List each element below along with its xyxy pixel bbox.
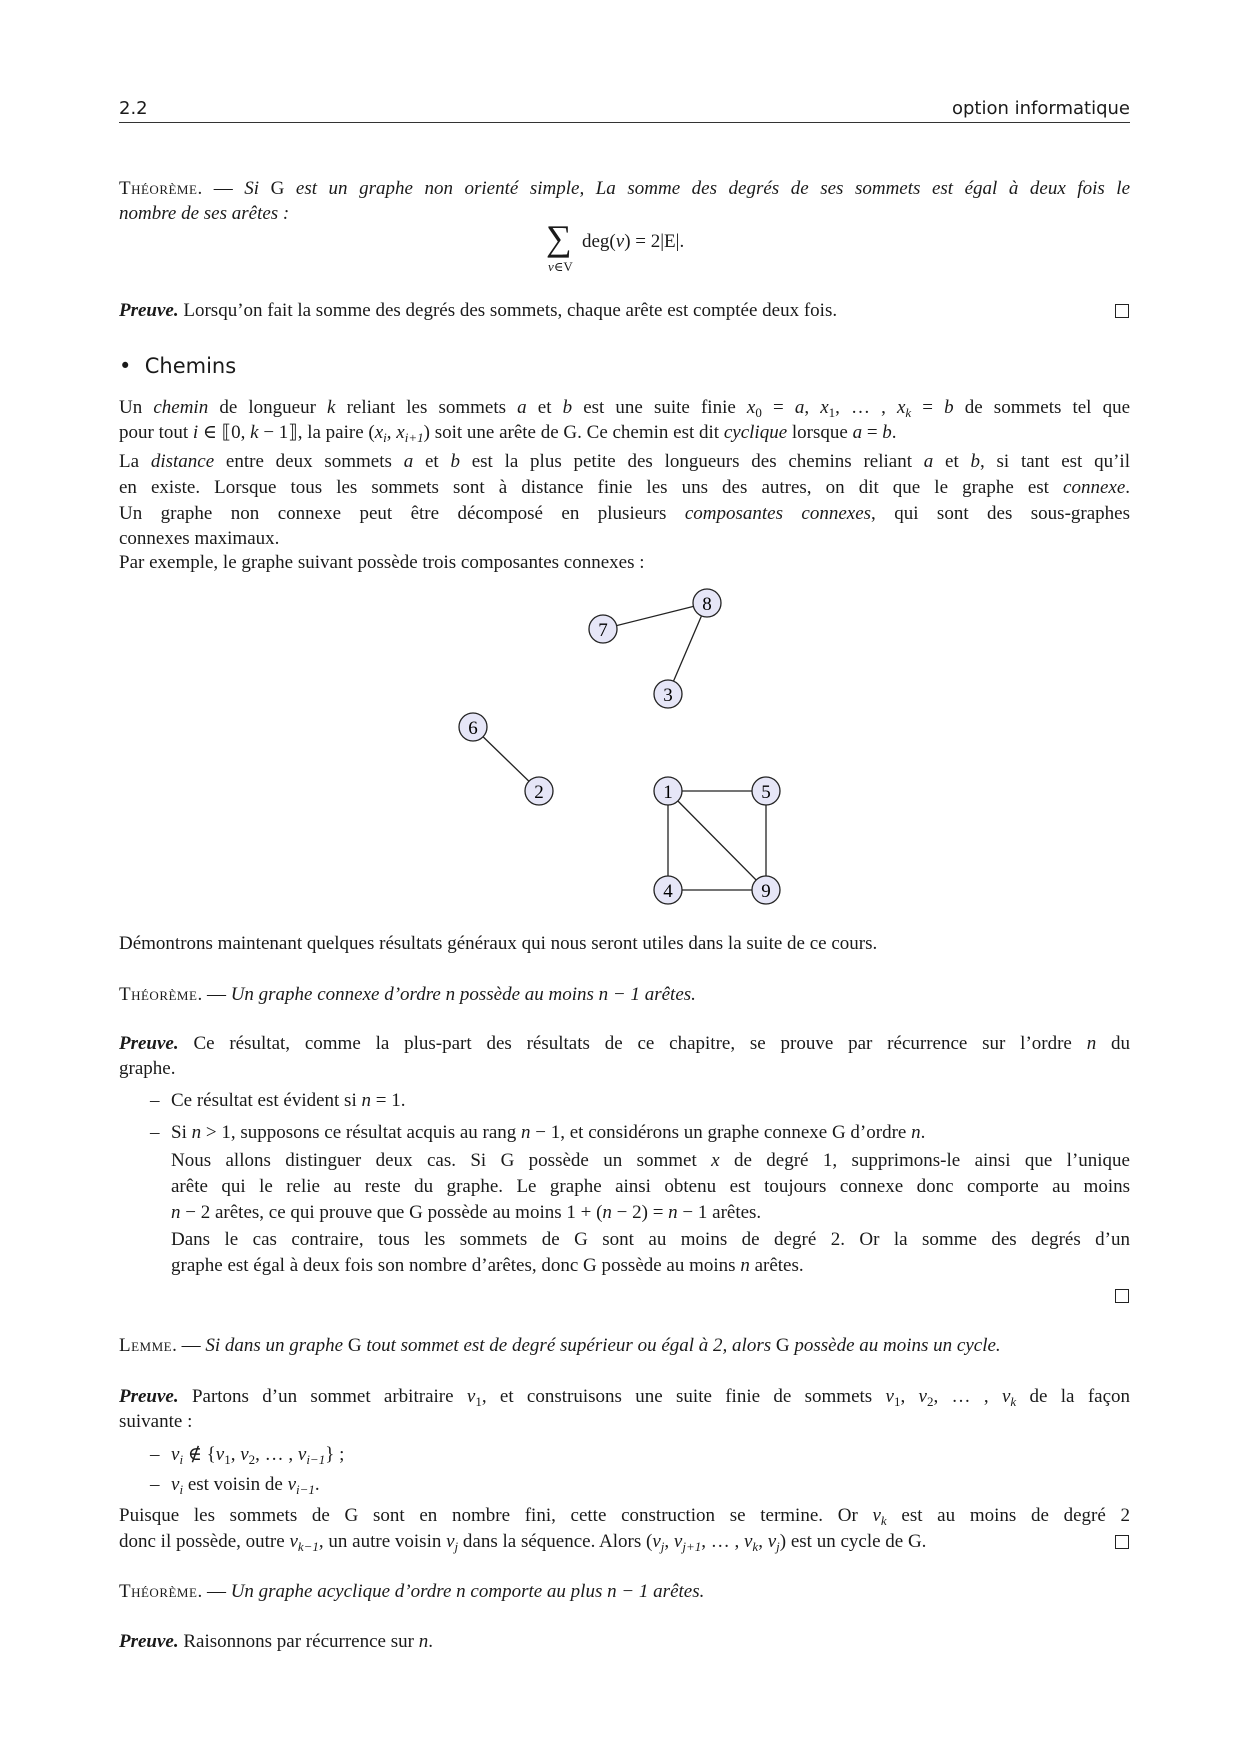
math-or-emphasis: cyclique (723, 422, 788, 443)
math-or-emphasis: k (327, 397, 336, 418)
text-run: Démontrons maintenant quelques résultats généraux qui nous seront utiles dans la suite de ce cours. (119, 933, 878, 954)
text-run: Raisonnons par récurrence sur (178, 1631, 419, 1652)
graph-node-label: 5 (761, 782, 771, 803)
math-or-emphasis: j (776, 1539, 780, 1554)
math-or-emphasis: est un graphe non orienté simple, La somme des degrés de ses sommets est égal à deux fois le (284, 178, 1131, 199)
math-or-emphasis: x (711, 1150, 720, 1171)
math-or-emphasis: j (660, 1539, 665, 1554)
math-or-emphasis: n (1086, 1033, 1097, 1054)
theorem-3 (119, 1579, 1130, 1605)
text-run: = 1. (370, 1090, 406, 1111)
math-or-emphasis: tout sommet est de degré supérieur ou égal à 2, alors (361, 1335, 776, 1356)
text-run: , (804, 397, 821, 418)
math-or-emphasis: 0 (755, 405, 762, 420)
text-run: = (761, 397, 795, 418)
math-or-emphasis: nombre de ses arêtes : (119, 203, 290, 224)
text-run: de degré 1, supprimons-le ainsi que l’unique (719, 1150, 1130, 1171)
formula-text: ) = 2|E|. (624, 231, 685, 252)
text-run: Puisque les sommets de G sont en nombre fini, cette construction se termine. Or (119, 1505, 873, 1526)
math-or-emphasis: k (752, 1539, 759, 1554)
text-run: lorsque (787, 422, 853, 443)
math-or-emphasis: n (740, 1255, 750, 1276)
text-run: , … , (835, 397, 897, 418)
math-or-emphasis: k (905, 405, 912, 420)
list-item-line (171, 1253, 1130, 1279)
math-or-emphasis: composantes connexes (684, 503, 872, 524)
math-or-emphasis: v (240, 1444, 249, 1465)
running-title: option informatique (951, 98, 1130, 119)
text-run: et (413, 451, 451, 472)
text-run: , (664, 1531, 674, 1552)
text-run: Partons d’un sommet arbitraire (178, 1386, 467, 1407)
text-run: , … , (933, 1386, 1002, 1407)
math-or-emphasis: v (652, 1531, 661, 1552)
math-or-emphasis: n (521, 1122, 531, 1143)
proof-label: Preuve. (119, 300, 179, 321)
math-or-emphasis: x (374, 422, 384, 443)
text-run: , (900, 1386, 919, 1407)
list-item (171, 1088, 1130, 1114)
text-run: de la façon (1016, 1386, 1131, 1407)
math-or-emphasis: n (418, 1631, 429, 1652)
qed-square-icon (1115, 1535, 1129, 1549)
math-or-emphasis: k−1 (297, 1539, 319, 1554)
text-run: . — (172, 1335, 206, 1356)
text-run: G (347, 1335, 362, 1356)
text-run: Par exemple, le graphe suivant possède trois composantes connexes : (119, 552, 645, 573)
text-run: . (314, 1474, 320, 1495)
text-run: arête qui le relie au reste du graphe. Le graphe ainsi obtenu est toujours connexe donc comporte au moins (171, 1176, 1130, 1197)
text-run: , … , (255, 1444, 298, 1465)
math-or-emphasis: n (361, 1090, 371, 1111)
text-run: . — (197, 984, 231, 1005)
text-run: ) soit une arête de G. Ce chemin est dit (423, 422, 724, 443)
text-run: arêtes. (749, 1255, 804, 1276)
text-run: graphe est égal à deux fois son nombre d’arêtes, donc G possède au moins (171, 1255, 741, 1276)
math-or-emphasis: i (383, 430, 387, 445)
math-or-emphasis: Un graphe acyclique d’ordre n comporte au plus n − 1 arêtes. (230, 1581, 705, 1602)
math-or-emphasis: connexe (1063, 477, 1126, 498)
math-or-emphasis: k (250, 422, 259, 443)
text-run: est au moins de degré 2 (886, 1505, 1130, 1526)
text-run: , un autre voisin (318, 1531, 447, 1552)
text-run: . — (197, 1581, 231, 1602)
text-run: pour tout (119, 422, 193, 443)
text-run: en existe. Lorsque tous les sommets sont à distance finie les uns des autres, on dit que le graphe est (119, 477, 1064, 498)
text-run: de longueur (208, 397, 328, 418)
list-item (171, 1442, 1130, 1468)
list-item-line (171, 1200, 1130, 1226)
text-run: , et construisons une suite finie de sommets (481, 1386, 886, 1407)
math-or-emphasis: 2 (926, 1394, 934, 1409)
text-run: } ; (325, 1444, 345, 1465)
block-label: Théorème (119, 984, 198, 1005)
list-dash: – (150, 1444, 160, 1465)
math-or-emphasis: v (466, 1386, 476, 1407)
math-or-emphasis: x (896, 397, 906, 418)
text-run: − 1⟧, la paire ( (258, 422, 375, 443)
bullet-icon: • (119, 354, 132, 378)
math-or-emphasis: b (562, 397, 573, 418)
text-run: . (428, 1631, 433, 1652)
sum-symbol: ∑ (546, 218, 572, 258)
math-or-emphasis: a (517, 397, 527, 418)
graph-node-label: 6 (468, 718, 478, 739)
text-run: est une suite finie (572, 397, 747, 418)
math-or-emphasis: n (602, 1202, 612, 1223)
math-or-emphasis: 1 (893, 1394, 901, 1409)
math-or-emphasis: i (179, 1452, 184, 1467)
proof-label: Preuve. (119, 1386, 179, 1407)
math-or-emphasis: j+1 (682, 1539, 702, 1554)
list-item-line (171, 1227, 1130, 1253)
math-or-emphasis: distance (150, 451, 215, 472)
text-run: − 2 arêtes, ce qui prouve que G possède au moins 1 + ( (180, 1202, 603, 1223)
math-or-emphasis: a (403, 451, 414, 472)
theorem-2 (119, 982, 1130, 1008)
text-run: Dans le cas contraire, tous les sommets de G sont au moins de degré 2. Or la somme des degrés d’un (171, 1229, 1130, 1250)
graph-node-label: 9 (761, 881, 771, 902)
proof-label: Preuve. (119, 1033, 179, 1054)
text-run: de sommets tel que (953, 397, 1131, 418)
proof-line (119, 1629, 1130, 1655)
list-dash: – (150, 1474, 160, 1495)
math-or-emphasis: v (287, 1474, 296, 1495)
math-or-emphasis: v (171, 1444, 180, 1465)
math-or-emphasis: v (767, 1531, 777, 1552)
section-title: Chemins (144, 354, 237, 378)
proof-line (119, 1384, 1130, 1410)
math-or-emphasis: v (885, 1386, 894, 1407)
math-or-emphasis: x (746, 397, 756, 418)
graph-edge-7-8 (603, 603, 707, 629)
text-run: et (526, 397, 563, 418)
text-run: − 1, et considérons un graphe connexe G d’ordre (530, 1122, 912, 1143)
math-or-emphasis: n (171, 1202, 181, 1223)
math-or-emphasis: v (297, 1444, 307, 1465)
text-run: suivante : (119, 1411, 193, 1432)
text-run: Nous allons distinguer deux cas. Si G possède un sommet (171, 1150, 712, 1171)
text-run: Ce résultat est évident si (171, 1090, 362, 1111)
graph-node-label: 1 (663, 782, 673, 803)
text-run: dans la séquence. Alors ( (458, 1531, 653, 1552)
list-item-line (171, 1174, 1130, 1200)
list-dash: – (150, 1090, 160, 1111)
text-run: , (230, 1444, 241, 1465)
formula-text: deg( (582, 231, 616, 252)
math-or-emphasis: possède au moins un cycle. (789, 1335, 1001, 1356)
text-run: , … , (701, 1531, 744, 1552)
proof-line (119, 1056, 1130, 1082)
list-dash: – (150, 1122, 160, 1143)
proof-line (119, 1031, 1130, 1057)
math-or-emphasis: v (872, 1505, 881, 1526)
text-run: ) est un cycle de G. (779, 1531, 927, 1552)
math-or-emphasis: b (944, 397, 954, 418)
math-or-emphasis: k (1010, 1394, 1017, 1409)
text-run: , si tant est qu’il (980, 451, 1130, 472)
graph-edge-8-3 (668, 603, 707, 694)
math-or-emphasis: x (396, 422, 405, 443)
math-or-emphasis: Si (244, 178, 271, 199)
math-or-emphasis: 1 (224, 1452, 231, 1467)
math-or-emphasis: chemin (153, 397, 209, 418)
math-or-emphasis: b (882, 422, 892, 443)
text-run: Si (171, 1122, 192, 1143)
block-label: Théorème (119, 1581, 198, 1602)
text-run: ∈ ⟦0, (198, 422, 251, 443)
text-run: > 1, supposons ce résultat acquis au rang (201, 1122, 522, 1143)
text-run: G (775, 1335, 790, 1356)
graph-node-label: 7 (598, 620, 608, 641)
graph-node-label: 3 (663, 685, 673, 706)
graph-node-label: 2 (534, 782, 544, 803)
math-or-emphasis: n (191, 1122, 202, 1143)
text-run: donc il possède, outre (119, 1531, 290, 1552)
math-or-emphasis: b (450, 451, 460, 472)
text-run: . — (197, 178, 245, 199)
math-or-emphasis: i (192, 422, 199, 443)
text-run: et (933, 451, 971, 472)
graph-node-label: 4 (663, 881, 673, 902)
math-or-emphasis: 2 (248, 1452, 256, 1467)
block-label: Théorème (119, 178, 198, 199)
section-number: 2.2 (119, 98, 148, 119)
list-item (171, 1472, 1130, 1498)
text-run: du (1096, 1033, 1130, 1054)
text-run: connexes maximaux. (119, 528, 280, 549)
math-or-emphasis: a (852, 422, 863, 443)
text-run: − 2) = (611, 1202, 669, 1223)
text-run: , (386, 422, 397, 443)
text-run: . (920, 1122, 926, 1143)
formula-text: ∈V (553, 259, 573, 274)
lemma (119, 1333, 1130, 1359)
text-run: est voisin de (183, 1474, 288, 1495)
math-or-emphasis: Un graphe connexe d’ordre n possède au moins n − 1 arêtes. (230, 984, 696, 1005)
math-or-emphasis: v (171, 1474, 180, 1495)
list-item-line (171, 1148, 1130, 1174)
math-or-emphasis: n (668, 1202, 678, 1223)
proof-line (119, 1409, 1130, 1435)
text-run: . (891, 422, 897, 443)
graph-node-label: 8 (702, 594, 712, 615)
block-label: Lemme (119, 1335, 173, 1356)
math-or-emphasis: v (289, 1531, 298, 1552)
math-or-emphasis: v (1001, 1386, 1011, 1407)
text-run: reliant les sommets (335, 397, 518, 418)
text-run: Un graphe non connexe peut être décomposé en plusieurs (119, 503, 685, 524)
math-or-emphasis: v (673, 1531, 683, 1552)
math-or-emphasis: i−1 (296, 1482, 315, 1497)
text-run: Ce résultat, comme la plus-part des résultats de ce chapitre, se prouve par récurrence sur l’ordre (178, 1033, 1087, 1054)
paragraph-line (119, 931, 1130, 957)
math-or-emphasis: v (743, 1531, 753, 1552)
text-run: ∉ { (183, 1444, 216, 1465)
text-run: . (1125, 477, 1130, 498)
text-run: = (911, 397, 945, 418)
math-or-emphasis: a (794, 397, 805, 418)
math-or-emphasis: a (923, 451, 934, 472)
text-run: , (758, 1531, 768, 1552)
formula-var: v (548, 259, 554, 274)
text-run: Lorsqu’on fait la somme des degrés des sommets, chaque arête est comptée deux fois. (178, 300, 838, 321)
math-or-emphasis: i−1 (306, 1452, 326, 1467)
text-run: est la plus petite des longueurs des chemins reliant (459, 451, 924, 472)
proof-label: Preuve. (119, 1631, 179, 1652)
math-or-emphasis: x (820, 397, 829, 418)
text-run: , qui sont des sous-graphes (871, 503, 1130, 524)
graph-edge-1-9 (668, 791, 766, 890)
paragraph-line (119, 1529, 1130, 1555)
math-or-emphasis: 1 (475, 1394, 482, 1409)
math-or-emphasis: v (446, 1531, 455, 1552)
qed-square-icon (1115, 1289, 1129, 1303)
math-or-emphasis: Si dans un graphe (205, 1335, 348, 1356)
text-run: G (270, 178, 285, 199)
math-or-emphasis: n (911, 1122, 921, 1143)
text-run: graphe. (119, 1058, 176, 1079)
text-run: = (862, 422, 883, 443)
text-run: La (119, 451, 151, 472)
text-run: − 1 arêtes. (677, 1202, 762, 1223)
formula-var: v (615, 231, 625, 252)
math-or-emphasis: v (918, 1386, 927, 1407)
list-item (171, 1120, 1130, 1146)
math-or-emphasis: b (970, 451, 980, 472)
text-run: Un (119, 397, 154, 418)
math-or-emphasis: i (179, 1482, 184, 1497)
math-or-emphasis: 1 (828, 405, 836, 420)
math-or-emphasis: k (880, 1513, 887, 1528)
paragraph-line (119, 1503, 1130, 1529)
math-or-emphasis: i+1 (404, 430, 424, 445)
math-or-emphasis: v (215, 1444, 225, 1465)
math-or-emphasis: j (454, 1539, 459, 1554)
text-run: entre deux sommets (214, 451, 404, 472)
